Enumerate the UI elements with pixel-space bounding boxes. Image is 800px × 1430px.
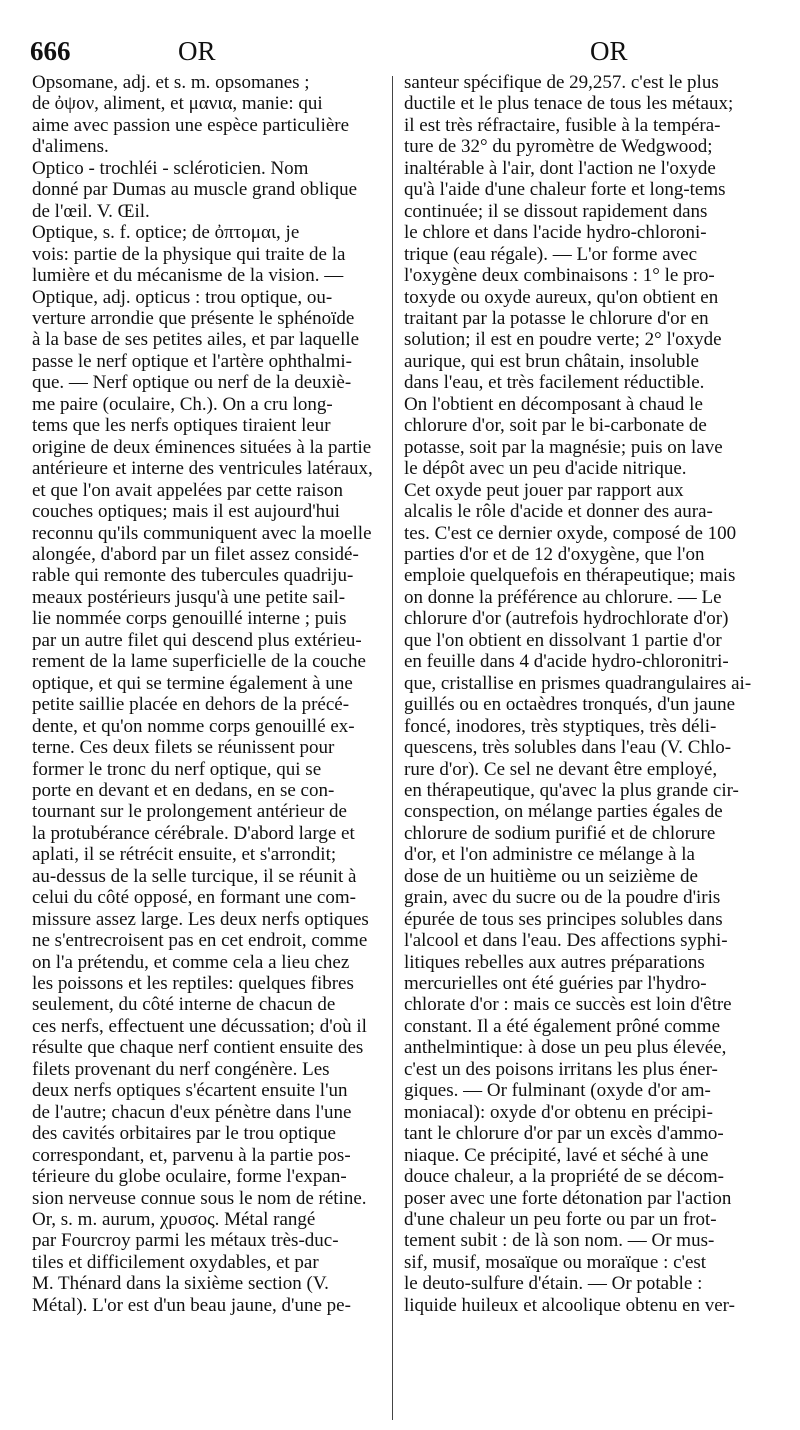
text-line: liquide huileux et alcoolique obtenu en ver- [404,1294,735,1316]
text-line: origine de deux éminences situées à la partie [32,436,372,458]
text-line: tournant sur le prolongement antérieur de [32,801,347,823]
text-line: d'une chaleur un peu forte ou par un frot- [404,1209,717,1231]
text-line: le dépôt avec un peu d'acide nitrique. [404,458,687,480]
text-line: tant le chlorure d'or par un excès d'ammo- [404,1123,724,1145]
text-line: solution; il est en poudre verte; 2° l'oxyde [404,329,722,351]
text-line: antérieure et interne des ventricules latéraux, [32,458,373,480]
text-line: térieure du globe oculaire, forme l'expan- [32,1166,347,1188]
text-line: rable qui remonte des tubercules quadriju- [32,565,354,587]
text-line: santeur spécifique de 29,257. c'est le plus [404,72,719,93]
text-line: chlorure d'or, soit par le bi-carbonate de [404,415,707,437]
text-line: reconnu qu'ils communiquent avec la moelle [32,522,372,544]
text-line: l'alcool et dans l'eau. Des affections syphi- [404,930,728,952]
text-line: emploie quelquefois en thérapeutique; mais [404,565,736,587]
text-line: l'oxygène deux combinaisons : 1° le pro- [404,265,715,287]
text-line: rure d'or). Ce sel ne devant être employé, [404,758,718,780]
text-line: dose de un huitième ou un seizième de [404,865,698,887]
text-line: ne s'entrecroisent pas en cet endroit, comme [32,930,368,952]
text-line: Cet oxyde peut jouer par rapport aux [404,479,684,501]
text-line: on donne la préférence au chlorure. — Le [404,586,722,608]
text-line: sif, musif, mosaïque ou moraïque : c'est [404,1251,707,1273]
text-line: sion nerveuse connue sous le nom de rétine. [32,1187,367,1209]
text-line: lie nommée corps genouillé interne ; puis [32,608,347,630]
text-line: anthelmintique: à dose un peu plus élevée, [404,1037,727,1059]
text-line: et que l'on avait appelées par cette raison [32,479,343,501]
text-line: aime avec passion une espèce particulière [32,114,350,136]
text-line: passe le nerf optique et l'artère ophthalmi- [32,350,352,372]
text-line: poser avec une forte détonation par l'action [404,1187,732,1209]
text-line: parties d'or et de 12 d'oxygène, que l'on [404,543,705,565]
text-line: en thérapeutique, qu'avec la plus grande cir- [404,779,739,801]
text-line: toxyde ou oxyde aureux, qu'on obtient en [404,286,719,308]
page-number: 666 [30,36,71,66]
text-line: verture arrondie que présente le sphénoïde [32,307,355,329]
text-line: correspondant, et, parvenu à la partie pos- [32,1144,351,1166]
text-line: résulte que chaque nerf contient ensuite des [32,1037,364,1059]
page-header [30,36,770,70]
text-line: tiles et difficilement oxydables, et par [32,1251,319,1273]
text-line: par Fourcroy parmi les métaux très-duc- [32,1230,339,1252]
text-line: deux nerfs optiques s'écartent ensuite l'un [32,1080,348,1102]
text-line: donné par Dumas au muscle grand oblique [32,179,358,201]
text-line: Opsomane, adj. et s. m. opsomanes ; [32,72,310,93]
text-line: lumière et du mécanisme de la vision. — [32,265,344,287]
text-line: que, cristallise en prismes quadrangulaires ai- [404,672,752,694]
text-line: grain, avec du sucre ou de la poudre d'iris [404,887,721,909]
text-line: épurée de tous ses principes solubles dans [404,908,723,930]
text-line: par un autre filet qui descend plus extérieu- [32,629,362,651]
text-line: optique, et qui se termine également à une [32,672,353,694]
text-line: constant. Il a été également prôné comme [404,1015,721,1037]
text-line: Optico - trochléi - scléroticien. Nom [32,157,309,179]
text-line: le chlore et dans l'acide hydro-chloroni- [404,222,707,244]
text-line: petite saillie placée en dehors de la précé- [32,694,350,716]
text-line: Optique, s. f. optice; de ὀπτομαι, je [32,222,300,244]
text-line: mercurielles ont été guéries par l'hydro- [404,973,707,995]
text-line: seulement, du côté interne de chacun de [32,994,336,1016]
text-line: il est très réfractaire, fusible à la tempéra- [404,114,721,136]
text-line: rement de la lame superficielle de la couche [32,651,366,673]
text-line: tems que les nerfs optiques tiraient leur [32,415,331,437]
text-line: trique (eau régale). — L'or forme avec [404,243,698,265]
text-line: inaltérable à l'air, dont l'action ne l'oxyde [404,157,716,179]
text-line: conspection, on mélange parties égales de [404,801,723,823]
column-divider [392,76,393,1420]
text-line: de l'autre; chacun d'eux pénètre dans l'une [32,1101,352,1123]
text-line: au-dessus de la selle turcique, il se réunit à [32,865,357,887]
text-line: dente, et qu'on nomme corps genouillé ex- [32,715,355,737]
text-line: douce chaleur, a la propriété de se décom- [404,1166,724,1188]
text-line: ture de 32° du pyromètre de Wedgwood; [404,136,713,158]
text-line: aurique, qui est brun châtain, insoluble [404,350,699,372]
left-column [32,72,384,1316]
text-line: à la base de ses petites ailes, et par laquelle [32,329,360,351]
text-line: On l'obtient en décomposant à chaud le [404,393,703,415]
text-line: Or, s. m. aurum, χρυσος. Métal rangé [32,1209,316,1231]
text-line: filets provenant du nerf congénère. Les [32,1058,330,1080]
text-line: traitant par la potasse le chlorure d'or en [404,307,709,329]
text-line: foncé, inodores, très styptiques, très déli- [404,715,717,737]
text-line: le deuto-sulfure d'étain. — Or potable : [404,1273,703,1295]
text-line: d'alimens. [32,136,109,158]
text-line: dans l'eau, et très facilement réductible. [404,372,705,394]
text-line: Optique, adj. opticus : trou optique, ou- [32,286,333,308]
text-line: moniacal): oxyde d'or obtenu en précipi- [404,1101,713,1123]
text-line: d'or, et l'on administre ce mélange à la [404,844,695,866]
text-line: porte en devant et en dedans, en se con- [32,779,335,801]
text-line: aplati, il se rétrécit ensuite, et s'arrondit; [32,844,337,866]
text-line: chlorate d'or : mais ce succès est loin d'être [404,994,732,1016]
text-line: alcalis le rôle d'acide et donner des aura- [404,501,713,523]
text-line: me paire (oculaire, Ch.). On a cru long- [32,393,333,415]
running-head-right: OR [590,36,628,66]
text-line: litiques rebelles aux autres préparations [404,951,705,973]
text-line: potasse, soit par la magnésie; puis on lave [404,436,723,458]
text-line: ductile et le plus tenace de tous les métaux; [404,93,734,115]
text-line: la protubérance cérébrale. D'abord large et [32,822,355,844]
text-line: giques. — Or fulminant (oxyde d'or am- [404,1080,711,1102]
text-line: tement subit : de là son nom. — Or mus- [404,1230,715,1252]
text-line: vois: partie de la physique qui traite de la [32,243,346,265]
text-line: chlorure d'or (autrefois hydrochlorate d'or) [404,608,729,630]
text-line: c'est un des poisons irritans les plus éner- [404,1058,718,1080]
text-line: alongée, d'abord par un filet assez considé- [32,543,359,565]
text-line: de ὀψον, aliment, et μανια, manie: qui [32,93,323,115]
text-line: on l'a prétendu, et comme cela a lieu chez [32,951,350,973]
text-line: continuée; il se dissout rapidement dans [404,200,708,222]
text-line: niaque. Ce précipité, lavé et séché à une [404,1144,709,1166]
running-head-left: OR [178,36,216,66]
text-line: chlorure de sodium purifié et de chlorure [404,822,716,844]
text-line: qu'à l'aide d'une chaleur forte et long-tems [404,179,726,201]
text-line: meaux postérieurs jusqu'à une petite sail- [32,586,346,608]
text-line: guillés ou en octaèdres tronqués, d'un jaune [404,694,736,716]
text-line: former le tronc du nerf optique, qui se [32,758,322,780]
text-line: terne. Ces deux filets se réunissent pour [32,737,335,759]
text-line: en feuille dans 4 d'acide hydro-chloronitri- [404,651,729,673]
text-line: tes. C'est ce dernier oxyde, composé de 100 [404,522,737,544]
text-line: missure assez large. Les deux nerfs optiques [32,908,369,930]
text-line: de l'œil. V. Œil. [32,200,150,222]
text-line: des cavités orbitaires par le trou optique [32,1123,336,1145]
text-line: que l'on obtient en dissolvant 1 partie d'or [404,629,722,651]
text-line: celui du côté opposé, en formant une com- [32,887,356,909]
text-line: les poissons et les reptiles: quelques fibres [32,973,354,995]
right-column [404,72,764,1316]
text-line: M. Thénard dans la sixième section (V. [32,1273,329,1295]
text-line: que. — Nerf optique ou nerf de la deuxiè- [32,372,352,394]
text-line: Métal). L'or est d'un beau jaune, d'une pe- [32,1294,351,1316]
text-line: ces nerfs, effectuent une décussation; d'où il [32,1015,367,1037]
text-line: quescens, très solubles dans l'eau (V. Chlo- [404,737,732,759]
text-line: couches optiques; mais il est aujourd'hui [32,501,340,523]
